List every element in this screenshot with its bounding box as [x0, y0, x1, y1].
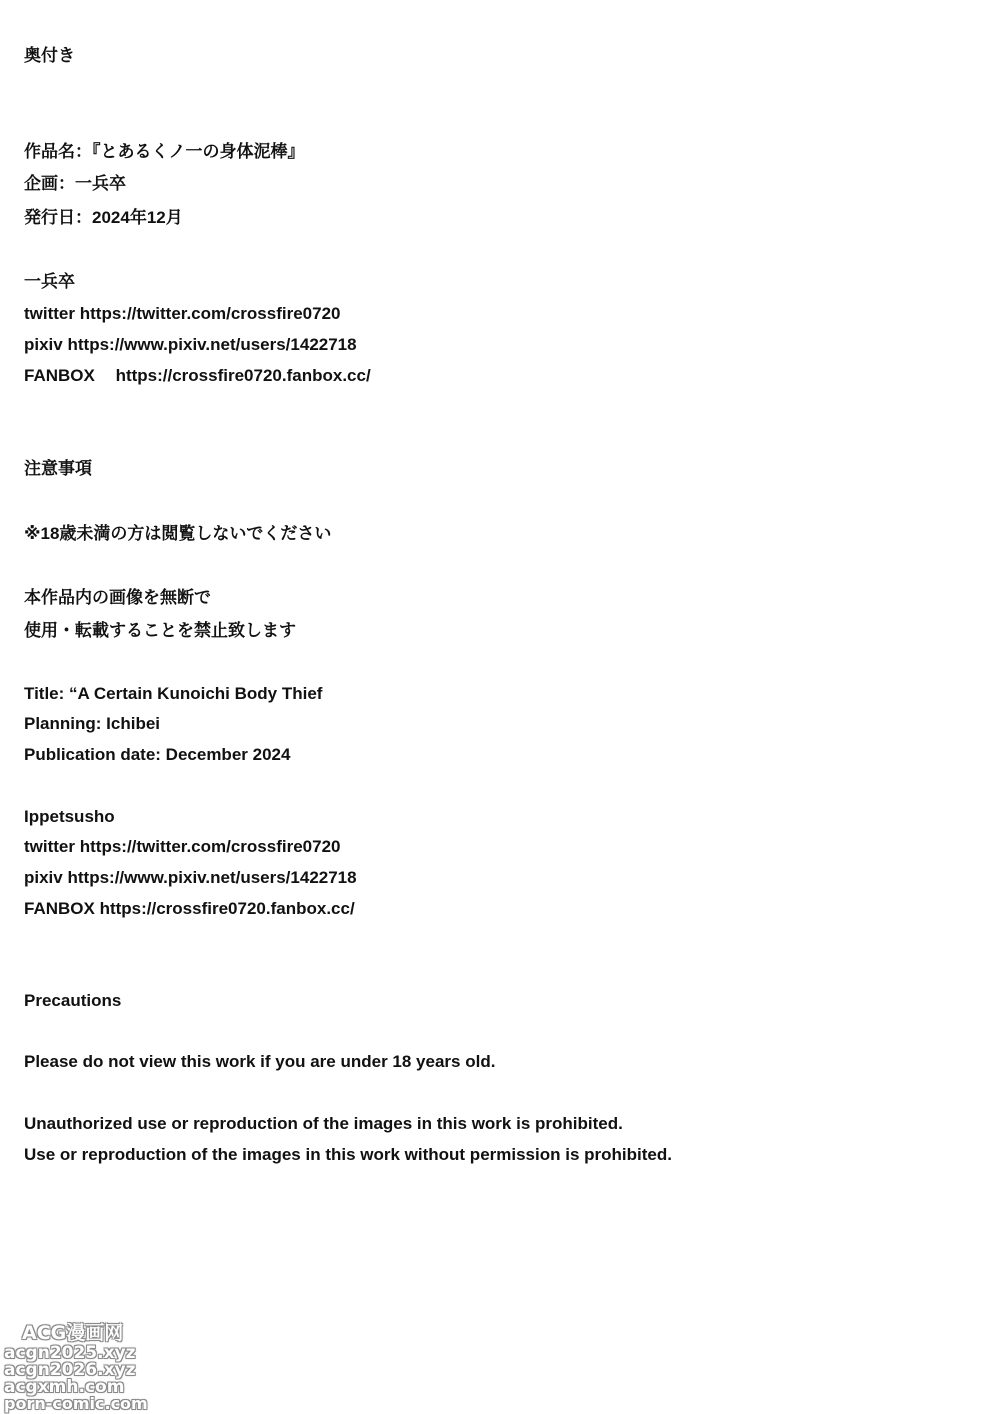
jp-fanbox-link[interactable]: https://crossfire0720.fanbox.cc/ [115, 366, 371, 385]
colophon-heading: 奥付き [24, 46, 75, 65]
en-twitter-row [24, 836, 341, 858]
jp-fanbox-label: FANBOX [24, 366, 95, 385]
en-date-line: Publication date: December 2024 [24, 745, 291, 764]
jp-date-line: 発行日：2024年12月 [24, 208, 183, 227]
en-notice-age: Please do not view this work if you are under 18 years old. [24, 1052, 496, 1071]
watermark-logo: ACG漫画网 [22, 1322, 124, 1344]
en-fanbox-row [24, 898, 355, 920]
jp-twitter-label: twitter [24, 304, 75, 323]
jp-notice-reuse-1: 本作品内の画像を無断で [24, 588, 211, 607]
jp-pixiv-label: pixiv [24, 335, 63, 354]
jp-pixiv-row [24, 334, 357, 356]
en-title-line: Title: “A Certain Kunoichi Body Thief [24, 684, 323, 703]
en-fanbox-link[interactable]: https://crossfire0720.fanbox.cc/ [99, 899, 355, 918]
jp-fanbox-row [24, 365, 371, 387]
en-twitter-label: twitter [24, 837, 75, 856]
watermark-line: acgxmh.com [4, 1377, 125, 1397]
en-fanbox-label: FANBOX [24, 899, 95, 918]
en-pixiv-link[interactable]: https://www.pixiv.net/users/1422718 [67, 868, 357, 887]
jp-twitter-row [24, 303, 341, 325]
en-notice-reuse-2: Use or reproduction of the images in this work without permission is prohibited. [24, 1145, 672, 1164]
en-author-name: Ippetsusho [24, 807, 115, 826]
en-planning-line: Planning: Ichibei [24, 714, 161, 733]
jp-title-line: 作品名：『とあるくノ一の身体泥棒』 [24, 142, 305, 161]
en-notice-reuse-1: Unauthorized use or reproduction of the images in this work is prohibited. [24, 1114, 623, 1133]
watermark-line: acgn2026.xyz [4, 1360, 136, 1380]
jp-notice-heading: 注意事項 [24, 459, 92, 478]
jp-planning-line: 企画：一兵卒 [24, 174, 126, 193]
jp-twitter-link[interactable]: https://twitter.com/crossfire0720 [79, 304, 341, 323]
en-pixiv-row [24, 867, 357, 889]
jp-pixiv-link[interactable]: https://www.pixiv.net/users/1422718 [67, 335, 357, 354]
en-twitter-link[interactable]: https://twitter.com/crossfire0720 [79, 837, 341, 856]
jp-notice-age: ※18歳未満の方は閲覧しないでください [24, 524, 332, 543]
jp-notice-reuse-2: 使用・転載することを禁止致します [24, 621, 296, 640]
en-notice-heading: Precautions [24, 991, 122, 1010]
en-pixiv-label: pixiv [24, 868, 63, 887]
watermark-line: acgn2025.xyz [4, 1343, 136, 1363]
watermark-line: porn-comic.com [4, 1394, 148, 1413]
jp-author-name: 一兵卒 [24, 272, 75, 291]
